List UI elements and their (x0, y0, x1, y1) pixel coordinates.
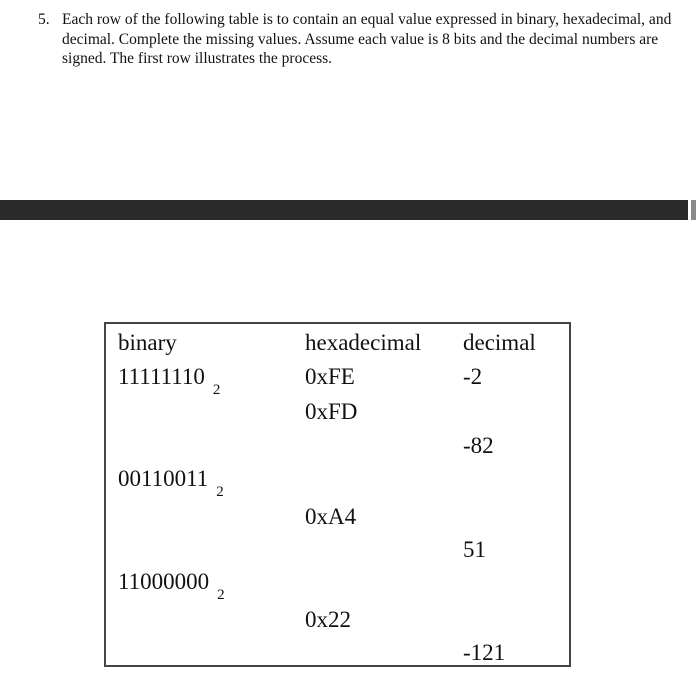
hex-value: 0xFE (305, 364, 355, 389)
decimal-value: -82 (463, 433, 494, 458)
decimal-value: 51 (463, 537, 486, 562)
question-number: 5. (38, 11, 50, 28)
conversion-table (104, 322, 571, 667)
binary-value: $11111110_2$ (118, 364, 221, 398)
hex-value: 0xFD (305, 399, 358, 424)
hex-value: 0x22 (305, 607, 351, 632)
decimal-value: -2 (463, 364, 483, 389)
hex-value: 0xA4 (305, 504, 357, 529)
divider-bar (0, 200, 688, 220)
header-hexadecimal: hexadecimal (305, 330, 422, 355)
divider-bar-edge (691, 200, 696, 220)
binary-value: $11000000_2$ (118, 569, 225, 603)
question-block (38, 10, 678, 69)
question-text: Each row of the following table is to contain an equal value expressed in binary, hexadecimal, and decimal. Complete the missing values. Assume each value is 8 bits and the decimal numbers are signed. The first row illustrates the process. (62, 11, 672, 67)
header-binary: binary (118, 330, 177, 355)
decimal-value: -121 (463, 640, 506, 665)
binary-value: $00110011_2$ (118, 466, 224, 500)
header-decimal: decimal (463, 330, 536, 355)
